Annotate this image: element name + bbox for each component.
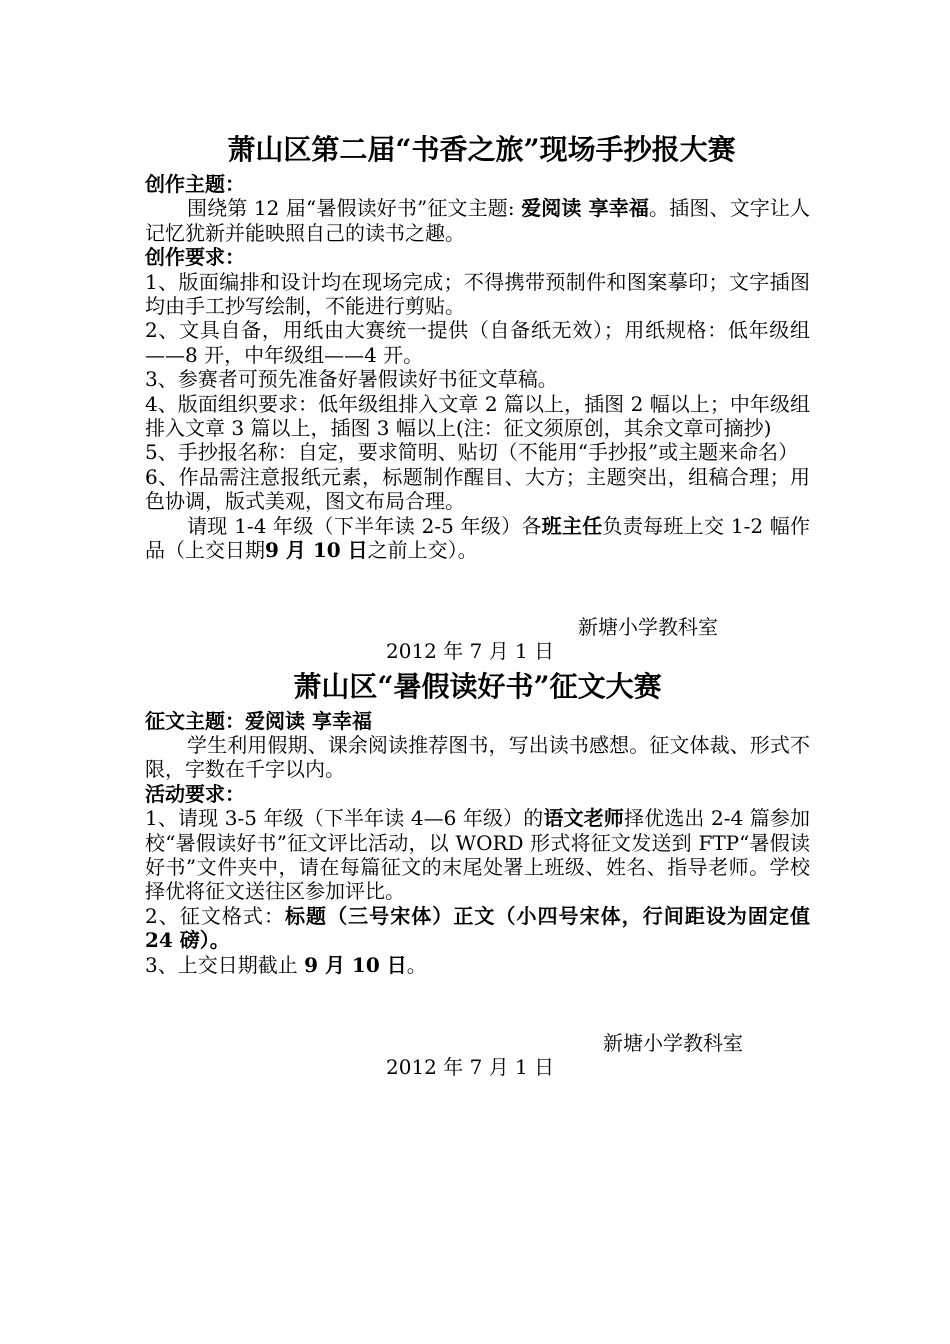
theme-text-1: 围绕第 12 届“暑假读好书”征文主题: — [187, 196, 522, 221]
item3-bold: 9 月 10 日 — [304, 952, 407, 977]
submit-text-3: 之前上交）。 — [367, 538, 478, 563]
requirement-item: 5、手抄报名称：自定，要求简明、贴切（不能用“手抄报”或主题来命名） — [145, 440, 799, 465]
submit-text-2: 负责每班上交 1-2 幅作品（上交日期 — [145, 513, 811, 563]
theme-text-2: 。插图、文字让人记忆犹新并能映照自己的读书之趣。 — [145, 196, 810, 245]
activity-requirements-heading: 活动要求： — [145, 781, 245, 806]
essay-theme-paragraph: 学生利用假期、课余阅读推荐图书，写出读书感想。征文体裁、形式不限，字数在千字以内。 — [145, 732, 810, 782]
activity-item — [145, 806, 810, 904]
requirement-item: 6、作品需注意报纸元素，标题制作醒目、大方；主题突出，组稿合理；用色协调，版式美观，图文布局合理。 — [145, 464, 810, 514]
item2-text-a: 2、征文格式： — [145, 903, 286, 928]
submission-paragraph — [145, 514, 810, 563]
item3-text-a: 3、上交日期截止 — [145, 952, 305, 977]
item1-bold: 语文老师 — [543, 806, 624, 831]
signature: 新塘小学教科室 — [603, 1030, 743, 1055]
requirement-item: 4、版面组织要求：低年级组排入文章 2 篇以上，插图 2 幅以上；中年级组排入文章 3 篇以上，插图 3 幅以上(注：征文须原创，其余文章可摘抄) — [145, 391, 810, 441]
contest-title-essay: 萧山区“暑假读好书”征文大赛 — [293, 669, 662, 703]
theme-paragraph — [145, 196, 810, 245]
document-content — [145, 130, 810, 1079]
item3-text-b: 。 — [406, 952, 427, 977]
requirement-item: 3、参赛者可预先准备好暑假读好书征文草稿。 — [145, 367, 558, 392]
contest-title-handcopy: 萧山区第二届“书香之旅”现场手抄报大赛 — [227, 133, 736, 166]
activity-item — [145, 904, 810, 953]
essay-theme-heading: 征文主题：爱阅读 享幸福 — [145, 708, 372, 733]
submit-text-1: 请现 1-4 年级（下半年读 2-5 年级）各 — [187, 513, 542, 538]
item1-text-a: 1、请现 3-5 年级（下半年读 4—6 年级）的 — [145, 806, 544, 831]
theme-bold: 爱阅读 享幸福 — [521, 196, 650, 221]
signature: 新塘小学教科室 — [578, 614, 718, 639]
activity-item — [145, 953, 810, 977]
date: 2012 年 7 月 1 日 — [386, 1054, 555, 1079]
submit-bold-1: 班主任 — [541, 513, 603, 538]
requirements-heading: 创作要求： — [145, 245, 245, 270]
date: 2012 年 7 月 1 日 — [386, 638, 555, 663]
item2-bold: 标题（三号宋体）正文（小四号宋体，行间距设为固定值 24 磅）。 — [145, 903, 810, 953]
item1-text-b: 择优选出 2-4 篇参加校“暑假读好书”征文评比活动，以 WORD 形式将征文发送到 FTP“暑假读好书”文件夹中，请在每篇征文的末尾处署上班级、姓名、指导老师。学校择优将征文送往区参加评比。 — [145, 806, 811, 904]
theme-heading: 创作主题： — [145, 172, 245, 196]
requirement-item: 2、文具自备，用纸由大赛统一提供（自备纸无效）；用纸规格：低年级组——8 开，中年级组——4 开。 — [145, 318, 810, 367]
submit-bold-2: 9 月 10 日 — [265, 538, 368, 563]
requirement-item: 1、版面编排和设计均在现场完成；不得携带预制件和图案摹印；文字插图均由手工抄写绘制，不能进行剪贴。 — [145, 269, 810, 319]
